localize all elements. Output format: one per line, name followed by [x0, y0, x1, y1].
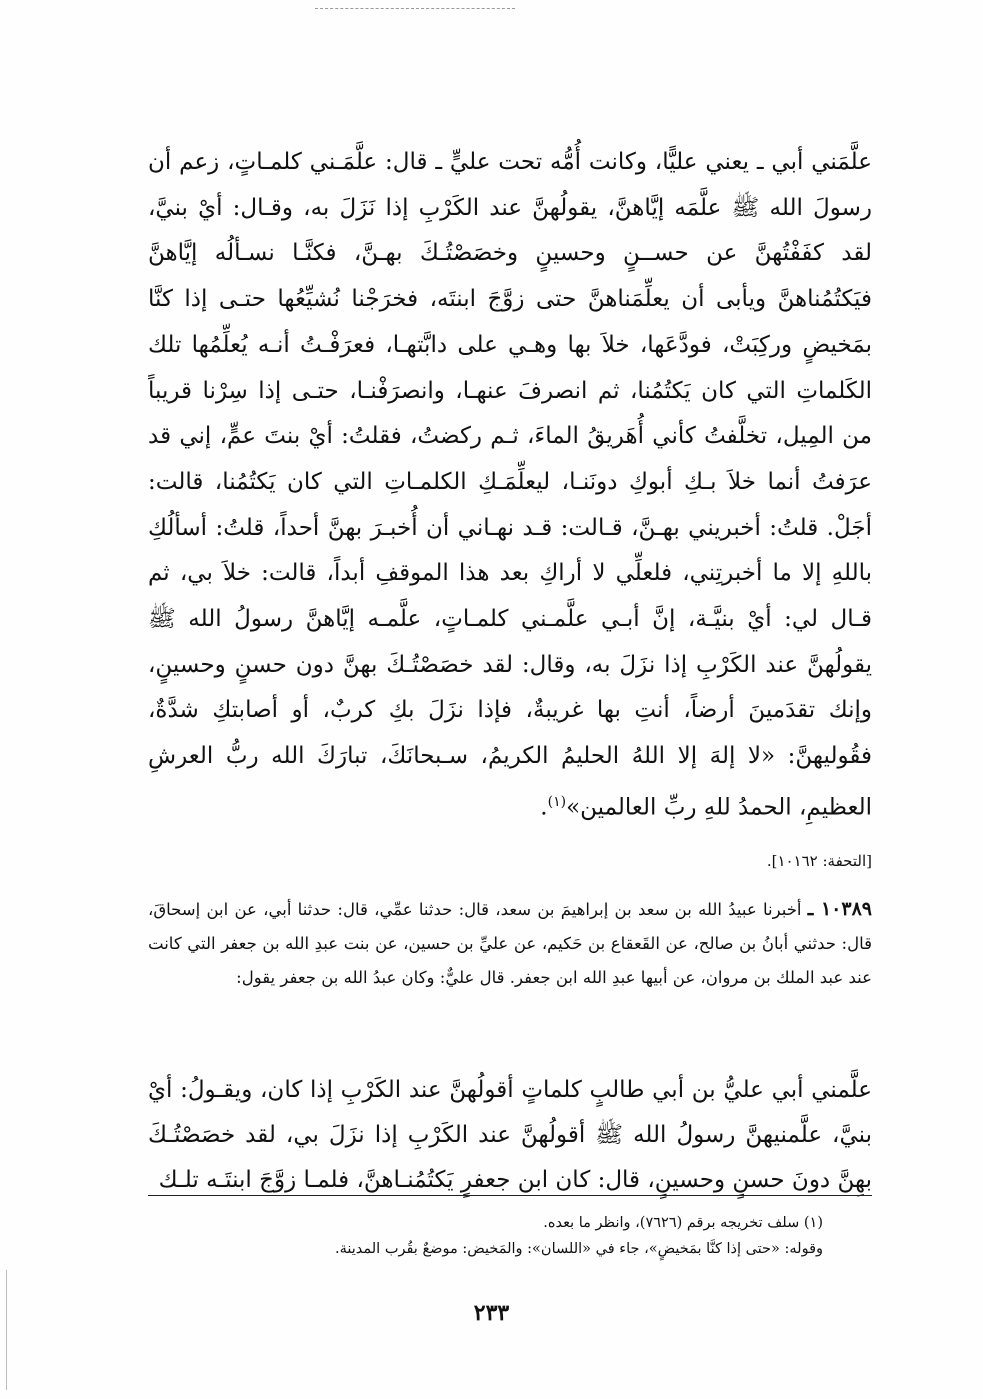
- footnotes-block: [163, 1210, 823, 1262]
- footnote-separator: [148, 1195, 872, 1196]
- hadith-matn: علَّمني أبي عليُّ بن أبي طالبٍ كلماتٍ أقولُهنَّ عند الكَرْبِ إذا كان، ويقـولُ: أيْ بنيَّ، علَّمنيهنَّ رسولُ الله ﷺ أقولُهنَّ عند الكَرْبِ إذا نزَلَ بي، لقد خصَصْتُـكَ بهِنَّ دونَ حسنٍ وحسينٍ، قال: كان ابن جعفرٍ يَكتُمُنـاهنَّ، فلمـا زوَّجَ ابنتَـه تلـك: [148, 1077, 872, 1193]
- main-paragraph: [148, 140, 872, 831]
- footnote-1: (١) سلف تخريجه برقم (٧٦٢٦)، وانظر ما بعده.: [543, 1215, 823, 1231]
- tuhfa-citation: [التحفة: ١٠١٦٢].: [766, 852, 872, 870]
- hadith-matn-block: [148, 1068, 872, 1203]
- main-paragraph-end: .: [540, 794, 548, 821]
- hadith-isnad: [148, 892, 872, 995]
- footnote-1-continued: وقوله: «حتى إذا كنَّا بمَخيضٍ»، جاء في «اللسان»: والمَخيض: موضعٌ بقُرب المدينة.: [334, 1241, 823, 1257]
- page-edge-line: [6, 1270, 7, 1390]
- hadith-isnad-text: أخبرنا عبيدُ الله بن سعد بن إبراهيمَ بن سعد، قال: حدثنا عمِّي، قال: حدثنا أبي، عن ابن إسحاقَ، قال: حدثني أبانُ بن صالح، عن القَعقاع بن حَكيم، عن عليِّ بن حسين، عن بنت عبدِ الله بن جعفر التي كانت عند عبد الملك بن مروان، عن أبيها عبدِ الله ابن جعفر. قال عليٌّ: وكان عبدُ الله بن جعفر يقول:: [148, 900, 872, 987]
- hadith-isnad-block: [148, 892, 872, 995]
- main-paragraph-block: [148, 140, 872, 831]
- main-paragraph-text: علَّمَني أبي ـ يعني عليًّا، وكانت أُمُّه تحت عليٍّ ـ قال: علَّمَـني كلمـاتٍ، زعم أن رسولَ الله ﷺ علَّمَه إيَّاهنَّ، يقولُهنَّ عند الكَرْبِ إذا نَزَلَ به، وقـال: أيْ بنيَّ، لقد كفَفْتُهنَّ عن حســنٍ وحسينٍ وخصَصْتُـكَ بهـنَّ، فكنَّـا نسـألُه إيَّاهنَّ فيَكتُمُناهنَّ ويأبى أن يعلِّمَناهنَّ حتى زوَّجَ ابنتَه، فخرَجْنا نُشيِّعُها حتـى إذا كنَّا بمَخيضٍ وركِبَتْ، فودَّعَها، خلاَ بها وهـي على دابَّتهـا، فعرَفْـتُ أنـه يُعلِّمُها تلك الكَلماتِ التي كان يَكتُمُنا، ثم انصرفَ عنهـا، وانصرَفْنـا، حتـى إذا سِرْنا قريباً من المِيل، تخلَّفتُ كأني أُهَريقُ الماءَ، ثـم ركضتُ، فقلتُ: أيْ بنتَ عمٍّ، إني قد عرَفتُ أنما خلاَ بـكِ أبوكِ دونَنـا، ليعلِّمَـكِ الكلمـاتِ التي كان يَكتُمُنا، قالت: أجَلْ. قلتُ: أخبريني بهـنَّ، قـالت: قـد نهـاني أن أُخبـرَ بهنَّ أحداً، قلتُ: أسألُكِ باللهِ إلا ما أخبرتِني، فلعلِّي لا أراكِ بعد هذا الموقفِ أبداً، قالت: خلاَ بي، ثم قـال لي: أيْ بنيَّـة، إنَّ أبـي علَّمـني كلمـاتٍ، علَّمـه إيَّاهنَّ رسولُ الله ﷺ يقولُهنَّ عند الكَرْبِ إذا نزَلَ به، وقال: لقد خصَصْتُـكَ بهنَّ دون حسنٍ وحسينٍ، وإنك تقدَمينَ أرضاً، أنتِ بها غريبةٌ، فإذا نزَلَ بكِ كربٌ، أو أصابتكِ شدَّةٌ، فقُوليهنَّ: «لا إلهَ إلا اللهُ الحليمُ الكريمُ، سـبحانَكَ، تبارَكَ الله ربُّ العرشِ العظيمِ، الحمدُ للهِ ربِّ العالمين»: [148, 149, 872, 821]
- hadith-number: ١٠٣٨٩ ـ: [807, 898, 872, 920]
- scan-artifact-rule: [315, 8, 515, 11]
- footnote-marker[interactable]: (١): [547, 793, 567, 810]
- page-number: ٢٣٣: [473, 1300, 510, 1326]
